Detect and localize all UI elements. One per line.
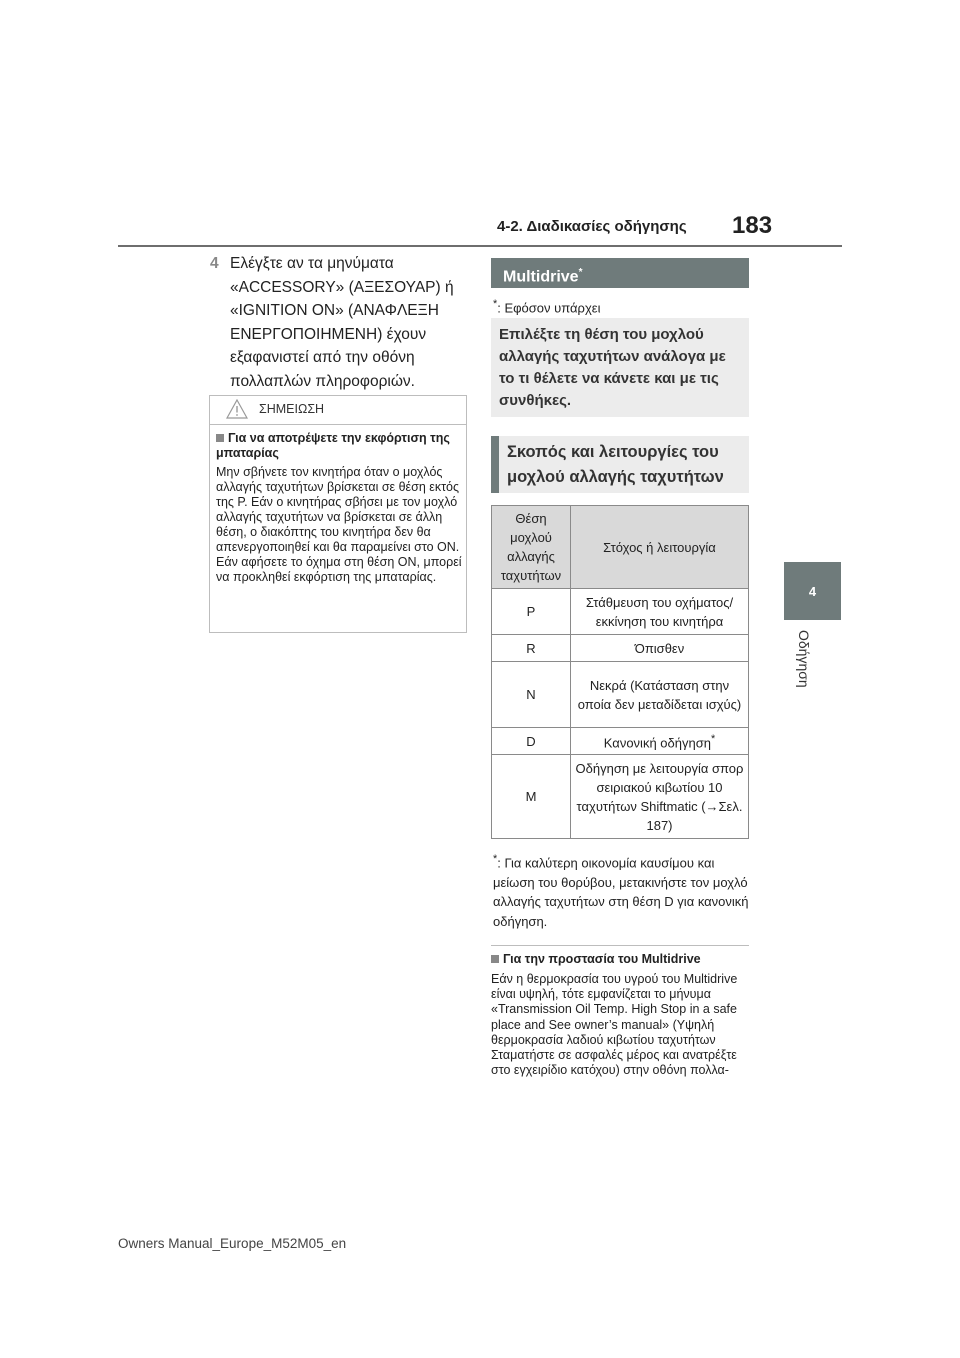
- protection-heading: [491, 952, 701, 966]
- availability-footnote: [493, 298, 600, 315]
- gear-positions-table: [491, 505, 749, 839]
- table-header-row: [492, 506, 749, 589]
- function-text: Κανονική οδήγηση: [603, 735, 711, 751]
- function-cell: Νεκρά (Κατάσταση στην οποία δεν μεταδίδεται ισχύς): [571, 662, 749, 728]
- protection-title: Για την προστασία του Multidrive: [503, 952, 701, 966]
- bullet-square-icon: [216, 434, 224, 442]
- function-cell: Όπισθεν: [571, 635, 749, 662]
- section-title: 4-2. Διαδικασίες οδήγησης: [497, 218, 687, 235]
- multidrive-title-mark: *: [578, 267, 583, 278]
- step-number: 4: [210, 255, 219, 272]
- step-4: [210, 252, 472, 393]
- header-position: Θέση μοχλού αλλαγής ταχυτήτων: [492, 506, 571, 589]
- page-number: 183: [732, 212, 773, 239]
- function-cell: [571, 728, 749, 755]
- table-row: [492, 728, 749, 755]
- notice-label: ΣΗΜΕΙΩΣΗ: [259, 402, 325, 416]
- position-cell: D: [492, 728, 571, 755]
- multidrive-title: Multidrive: [503, 268, 579, 286]
- position-cell: R: [492, 635, 571, 662]
- function-cell: Στάθμευση του οχήματος/εκκίνηση του κινητήρα: [571, 589, 749, 635]
- chapter-tab[interactable]: [784, 562, 841, 620]
- notice-subtitle: [216, 431, 464, 461]
- position-cell: P: [492, 589, 571, 635]
- table-row: [492, 662, 749, 728]
- footer-text: Owners Manual_Europe_M52M05_en: [118, 1236, 347, 1251]
- position-cell: N: [492, 662, 571, 728]
- table-row: [492, 589, 749, 635]
- chapter-number: 4: [808, 583, 817, 599]
- intro-box: Επιλέξτε τη θέση του μοχλού αλλαγής ταχυτήτων ανάλογα με το τι θέλετε να κάνετε και με τις συνθήκες.: [491, 318, 749, 417]
- chapter-label-text: Οδήγηση: [796, 630, 812, 688]
- protection-divider: [491, 945, 749, 946]
- table-footnote: [493, 850, 751, 931]
- purpose-heading: Σκοπός και λειτουργίες του μοχλού αλλαγής ταχυτήτων: [491, 436, 749, 493]
- notice-box: [209, 395, 467, 633]
- table-row: [492, 755, 749, 839]
- notice-header: [210, 396, 466, 425]
- function-mark: *: [710, 733, 716, 745]
- table-row: [492, 635, 749, 662]
- table-footnote-text: : Για καλύτερη οικονομία καυσίμου και μείωση του θορύβου, μετακινήστε τον μοχλό αλλαγής ταχυτήτων στη θέση D για κανονική οδήγηση.: [493, 855, 749, 929]
- bullet-square-icon: [491, 955, 499, 963]
- header-divider: [118, 245, 842, 247]
- chapter-label: [790, 630, 834, 710]
- protection-body: Εάν η θερμοκρασία του υγρού του Multidrive είναι υψηλή, τότε εμφανίζεται το μήνυμα «Transmission Oil Temp. High Stop in a safe place and See owner’s manual» (Υψηλή θερμοκρασία λαδιού κιβωτίου ταχυτήτων Σταματήστε σε ασφαλές μέρος και ανατρέξτε στο εγχειρίδιο κατόχου) στην οθόνη πολλα-: [491, 972, 738, 1078]
- multidrive-heading: [491, 258, 749, 288]
- notice-body: Μην σβήνετε τον κινητήρα όταν ο μοχλός αλλαγής ταχυτήτων βρίσκεται σε θέση εκτός της P. Εάν ο κινητήρας σβήσει με τον μοχλό αλλαγής ταχυτήτων να βρίσκεται σε άλλη θέση, ο διακόπτης του κινητήρα δεν θα απενεργοποιηθεί και θα παραμείνει στο ON. Εάν αφήσετε το όχημα στη θέση ON, μπορεί να προκληθεί εκφόρτιση της μπαταρίας.: [216, 465, 462, 584]
- warning-triangle-icon: [226, 399, 248, 419]
- function-cell: Οδήγηση με λειτουργία σπορ σειριακού κιβωτίου 10 ταχυτήτων Shiftmatic (→Σελ. 187): [571, 755, 749, 839]
- footnote-mark: *: [493, 298, 498, 310]
- position-cell: M: [492, 755, 571, 839]
- table-footnote-mark: *: [493, 853, 498, 865]
- footnote-text: : Εφόσον υπάρχει: [497, 300, 601, 316]
- step-text: Ελέγξτε αν τα μηνύματα «ACCESSORY» (ΑΞΕΣΟΥΑΡ) ή «IGNITION ON» (ΑΝΑΦΛΕΞΗ ΕΝΕΡΓΟΠΟΙΗΜΕΝΗ) έχουν εξαφανιστεί από την οθόνη πολλαπλών πληροφοριών.: [230, 255, 454, 390]
- header-function: Στόχος ή λειτουργία: [571, 506, 749, 589]
- notice-subtitle-text: Για να αποτρέψετε την εκφόρτιση της μπαταρίας: [216, 431, 450, 460]
